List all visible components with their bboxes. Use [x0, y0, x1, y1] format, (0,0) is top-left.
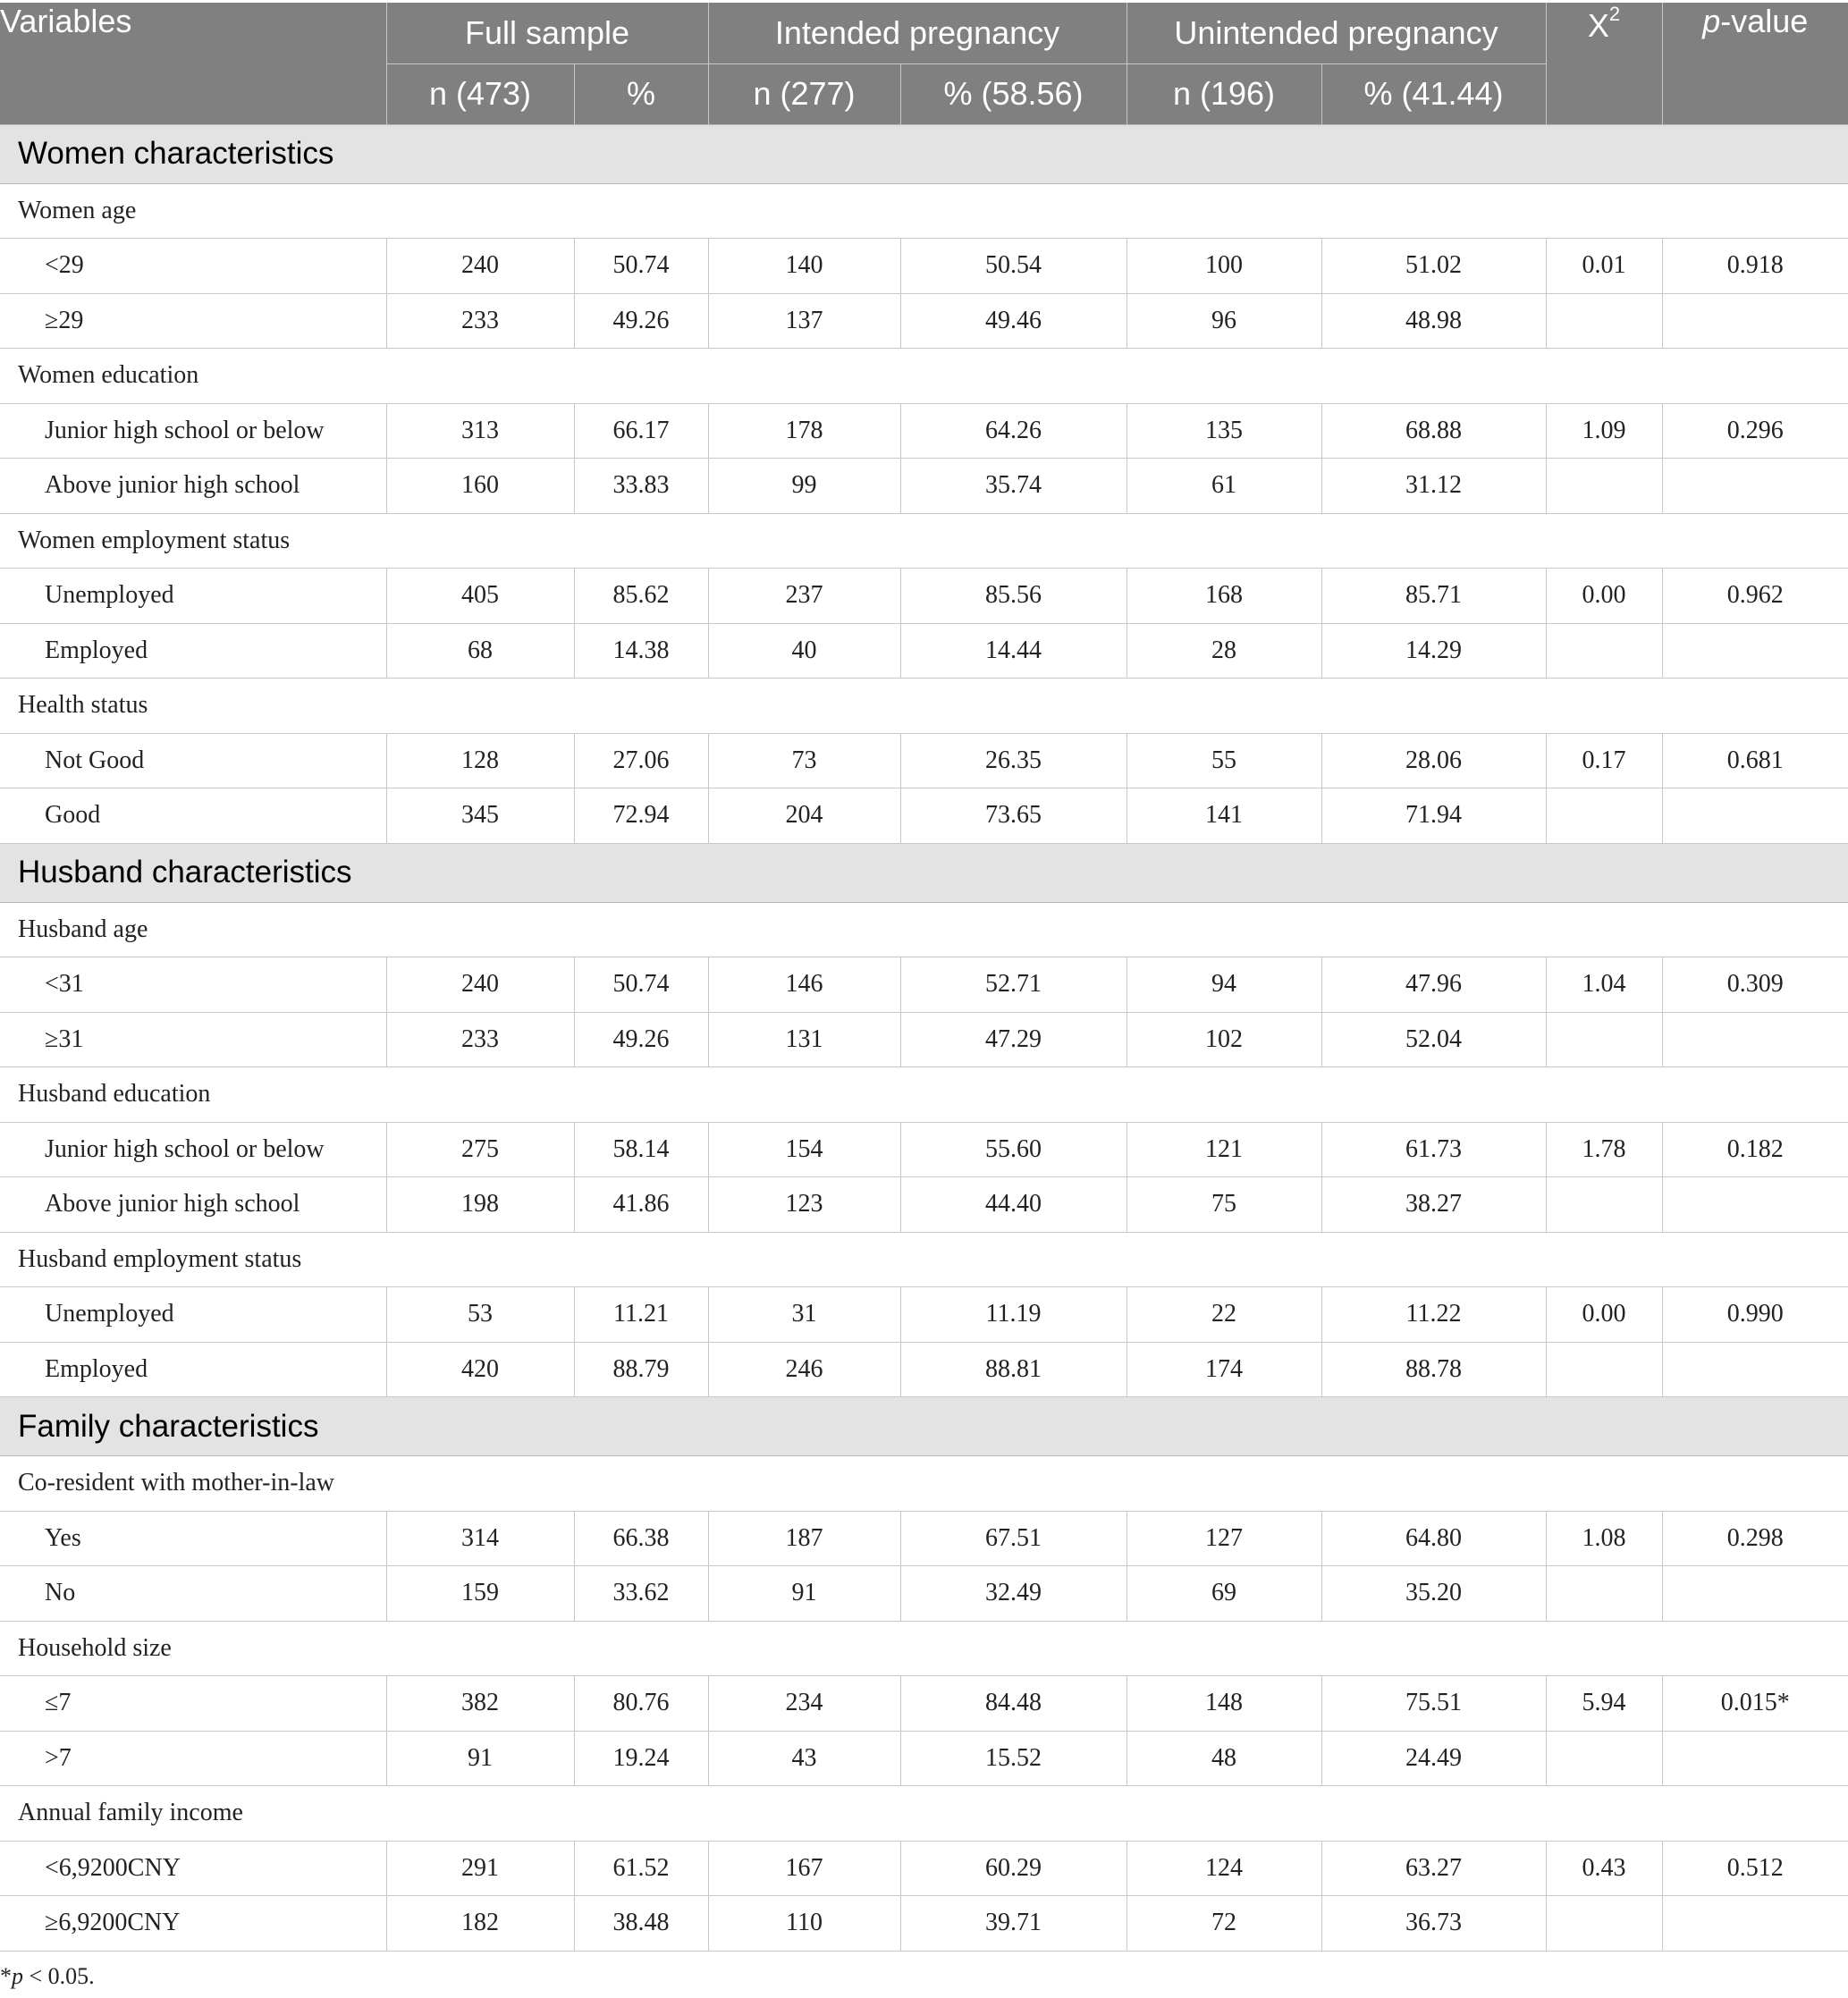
variable-group-row [0, 1067, 1848, 1123]
header-intended-n: n (277) [708, 63, 900, 124]
intended-n-cell: 178 [708, 403, 900, 459]
p-value-cell: 0.182 [1662, 1122, 1848, 1177]
intended-pct-cell: 55.60 [900, 1122, 1127, 1177]
unintended-pct-cell: 38.27 [1321, 1177, 1546, 1233]
full-n-cell: 275 [386, 1122, 574, 1177]
table-row [0, 1896, 1848, 1952]
variable-name: Husband education [0, 1067, 1848, 1123]
unintended-n-cell: 75 [1127, 1177, 1321, 1233]
chi-square-cell: 0.01 [1546, 239, 1662, 294]
header-unintended-pregnancy: Unintended pregnancy [1127, 3, 1546, 63]
intended-pct-cell: 44.40 [900, 1177, 1127, 1233]
unintended-n-cell: 127 [1127, 1511, 1321, 1566]
full-pct-cell: 49.26 [574, 293, 708, 349]
row-label-cell: Junior high school or below [0, 1122, 386, 1177]
table-row [0, 623, 1848, 679]
row-label-cell: <6,9200CNY [0, 1841, 386, 1896]
full-pct-cell: 14.38 [574, 623, 708, 679]
section-header [0, 124, 1848, 183]
full-n-cell: 233 [386, 293, 574, 349]
chi-square-cell: 5.94 [1546, 1676, 1662, 1732]
header-p-value: p-value [1662, 3, 1848, 124]
intended-pct-cell: 14.44 [900, 623, 1127, 679]
full-pct-cell: 88.79 [574, 1342, 708, 1397]
full-n-cell: 240 [386, 239, 574, 294]
full-pct-cell: 33.62 [574, 1566, 708, 1622]
intended-pct-cell: 73.65 [900, 788, 1127, 844]
section-title: Husband characteristics [0, 843, 1848, 902]
header-full-sample: Full sample [386, 3, 708, 63]
chi-square-cell [1546, 1342, 1662, 1397]
full-pct-cell: 19.24 [574, 1731, 708, 1786]
variable-name: Women employment status [0, 513, 1848, 569]
table-row [0, 1566, 1848, 1622]
row-label-cell: ≤7 [0, 1676, 386, 1732]
table-row [0, 1511, 1848, 1566]
variable-group-row [0, 1232, 1848, 1287]
full-pct-cell: 85.62 [574, 569, 708, 624]
chi-square-cell: 0.00 [1546, 569, 1662, 624]
intended-pct-cell: 67.51 [900, 1511, 1127, 1566]
chi-square-cell [1546, 459, 1662, 514]
intended-n-cell: 99 [708, 459, 900, 514]
results-table [0, 3, 1848, 1952]
table-row [0, 459, 1848, 514]
full-pct-cell: 66.38 [574, 1511, 708, 1566]
full-n-cell: 420 [386, 1342, 574, 1397]
variable-group-row [0, 183, 1848, 239]
intended-pct-cell: 26.35 [900, 733, 1127, 788]
row-label-cell: Unemployed [0, 1287, 386, 1343]
unintended-pct-cell: 68.88 [1321, 403, 1546, 459]
p-value-cell: 0.990 [1662, 1287, 1848, 1343]
intended-n-cell: 31 [708, 1287, 900, 1343]
full-pct-cell: 50.74 [574, 957, 708, 1013]
intended-n-cell: 204 [708, 788, 900, 844]
p-value-cell [1662, 459, 1848, 514]
table-row [0, 239, 1848, 294]
table-row [0, 1012, 1848, 1067]
header-intended-pregnancy: Intended pregnancy [708, 3, 1127, 63]
unintended-n-cell: 124 [1127, 1841, 1321, 1896]
row-label-cell: Employed [0, 623, 386, 679]
chi-square-cell [1546, 1731, 1662, 1786]
full-n-cell: 159 [386, 1566, 574, 1622]
table-row [0, 788, 1848, 844]
chi-square-cell: 1.09 [1546, 403, 1662, 459]
unintended-pct-cell: 47.96 [1321, 957, 1546, 1013]
full-pct-cell: 38.48 [574, 1896, 708, 1952]
table-row [0, 1342, 1848, 1397]
variable-group-row [0, 902, 1848, 957]
full-pct-cell: 27.06 [574, 733, 708, 788]
unintended-pct-cell: 11.22 [1321, 1287, 1546, 1343]
chi-square-cell [1546, 1177, 1662, 1233]
variable-name: Health status [0, 679, 1848, 734]
variable-group-row [0, 679, 1848, 734]
table-row [0, 569, 1848, 624]
header-unintended-pct: % (41.44) [1321, 63, 1546, 124]
unintended-n-cell: 148 [1127, 1676, 1321, 1732]
unintended-n-cell: 94 [1127, 957, 1321, 1013]
p-value-cell [1662, 1012, 1848, 1067]
unintended-n-cell: 28 [1127, 623, 1321, 679]
intended-n-cell: 246 [708, 1342, 900, 1397]
header-variables: Variables [0, 3, 386, 124]
unintended-pct-cell: 85.71 [1321, 569, 1546, 624]
section-title: Women characteristics [0, 124, 1848, 183]
variable-name: Husband employment status [0, 1232, 1848, 1287]
row-label-cell: Unemployed [0, 569, 386, 624]
chi-square-cell: 0.43 [1546, 1841, 1662, 1896]
row-label-cell: <31 [0, 957, 386, 1013]
footnote: *p < 0.05. [0, 1963, 95, 1989]
unintended-pct-cell: 35.20 [1321, 1566, 1546, 1622]
intended-pct-cell: 52.71 [900, 957, 1127, 1013]
row-label-cell: Good [0, 788, 386, 844]
table-row [0, 403, 1848, 459]
row-label-cell: <29 [0, 239, 386, 294]
table-row [0, 1731, 1848, 1786]
unintended-pct-cell: 64.80 [1321, 1511, 1546, 1566]
unintended-pct-cell: 52.04 [1321, 1012, 1546, 1067]
header-unintended-n: n (196) [1127, 63, 1321, 124]
chi-square-cell: 0.17 [1546, 733, 1662, 788]
full-n-cell: 128 [386, 733, 574, 788]
full-n-cell: 345 [386, 788, 574, 844]
variable-name: Women age [0, 183, 1848, 239]
unintended-n-cell: 102 [1127, 1012, 1321, 1067]
intended-n-cell: 140 [708, 239, 900, 294]
full-pct-cell: 50.74 [574, 239, 708, 294]
p-value-cell [1662, 788, 1848, 844]
unintended-pct-cell: 31.12 [1321, 459, 1546, 514]
chi-square-cell [1546, 1566, 1662, 1622]
intended-pct-cell: 39.71 [900, 1896, 1127, 1952]
unintended-pct-cell: 24.49 [1321, 1731, 1546, 1786]
table-row [0, 1122, 1848, 1177]
chi-square-cell [1546, 1896, 1662, 1952]
full-n-cell: 233 [386, 1012, 574, 1067]
table-header [0, 3, 1848, 124]
full-pct-cell: 72.94 [574, 788, 708, 844]
full-pct-cell: 58.14 [574, 1122, 708, 1177]
full-pct-cell: 11.21 [574, 1287, 708, 1343]
full-n-cell: 314 [386, 1511, 574, 1566]
intended-pct-cell: 60.29 [900, 1841, 1127, 1896]
unintended-n-cell: 100 [1127, 239, 1321, 294]
full-n-cell: 382 [386, 1676, 574, 1732]
p-value-cell: 0.015* [1662, 1676, 1848, 1732]
full-n-cell: 160 [386, 459, 574, 514]
p-value-cell [1662, 1566, 1848, 1622]
chi-square-cell: 1.78 [1546, 1122, 1662, 1177]
intended-pct-cell: 11.19 [900, 1287, 1127, 1343]
unintended-n-cell: 121 [1127, 1122, 1321, 1177]
table-row [0, 957, 1848, 1013]
full-n-cell: 405 [386, 569, 574, 624]
full-n-cell: 182 [386, 1896, 574, 1952]
unintended-n-cell: 174 [1127, 1342, 1321, 1397]
p-value-cell: 0.962 [1662, 569, 1848, 624]
full-n-cell: 91 [386, 1731, 574, 1786]
full-pct-cell: 49.26 [574, 1012, 708, 1067]
table-body [0, 124, 1848, 1951]
intended-pct-cell: 64.26 [900, 403, 1127, 459]
intended-pct-cell: 84.48 [900, 1676, 1127, 1732]
intended-pct-cell: 49.46 [900, 293, 1127, 349]
chi-square-cell [1546, 623, 1662, 679]
full-n-cell: 53 [386, 1287, 574, 1343]
unintended-pct-cell: 14.29 [1321, 623, 1546, 679]
intended-pct-cell: 47.29 [900, 1012, 1127, 1067]
unintended-pct-cell: 63.27 [1321, 1841, 1546, 1896]
section-title: Family characteristics [0, 1397, 1848, 1456]
intended-n-cell: 146 [708, 957, 900, 1013]
unintended-n-cell: 168 [1127, 569, 1321, 624]
unintended-n-cell: 69 [1127, 1566, 1321, 1622]
row-label-cell: No [0, 1566, 386, 1622]
variable-name: Co-resident with mother-in-law [0, 1456, 1848, 1512]
intended-pct-cell: 35.74 [900, 459, 1127, 514]
table-row [0, 1177, 1848, 1233]
row-label-cell: Yes [0, 1511, 386, 1566]
p-value-cell [1662, 1177, 1848, 1233]
intended-n-cell: 110 [708, 1896, 900, 1952]
full-n-cell: 68 [386, 623, 574, 679]
variable-group-row [0, 1621, 1848, 1676]
intended-n-cell: 167 [708, 1841, 900, 1896]
intended-n-cell: 91 [708, 1566, 900, 1622]
p-value-cell: 0.512 [1662, 1841, 1848, 1896]
intended-n-cell: 234 [708, 1676, 900, 1732]
row-label-cell: Junior high school or below [0, 403, 386, 459]
variable-name: Husband age [0, 902, 1848, 957]
intended-n-cell: 131 [708, 1012, 900, 1067]
p-value-cell: 0.918 [1662, 239, 1848, 294]
full-n-cell: 198 [386, 1177, 574, 1233]
variable-name: Women education [0, 349, 1848, 404]
unintended-pct-cell: 51.02 [1321, 239, 1546, 294]
intended-pct-cell: 88.81 [900, 1342, 1127, 1397]
unintended-pct-cell: 75.51 [1321, 1676, 1546, 1732]
chi-square-cell [1546, 788, 1662, 844]
intended-n-cell: 73 [708, 733, 900, 788]
intended-pct-cell: 32.49 [900, 1566, 1127, 1622]
variable-group-row [0, 349, 1848, 404]
intended-pct-cell: 15.52 [900, 1731, 1127, 1786]
intended-n-cell: 137 [708, 293, 900, 349]
p-value-cell: 0.296 [1662, 403, 1848, 459]
row-label-cell: Above junior high school [0, 1177, 386, 1233]
unintended-n-cell: 96 [1127, 293, 1321, 349]
p-value-cell [1662, 1342, 1848, 1397]
chi-square-cell: 1.08 [1546, 1511, 1662, 1566]
header-full-n: n (473) [386, 63, 574, 124]
variable-group-row [0, 1786, 1848, 1842]
unintended-n-cell: 141 [1127, 788, 1321, 844]
table-row [0, 1287, 1848, 1343]
intended-n-cell: 187 [708, 1511, 900, 1566]
variable-group-row [0, 513, 1848, 569]
full-pct-cell: 33.83 [574, 459, 708, 514]
row-label-cell: Above junior high school [0, 459, 386, 514]
table-row [0, 1841, 1848, 1896]
variable-name: Household size [0, 1621, 1848, 1676]
intended-n-cell: 43 [708, 1731, 900, 1786]
row-label-cell: ≥31 [0, 1012, 386, 1067]
unintended-n-cell: 61 [1127, 459, 1321, 514]
unintended-pct-cell: 88.78 [1321, 1342, 1546, 1397]
header-chi-square: $X^2$ [1546, 3, 1662, 124]
table-row [0, 1676, 1848, 1732]
p-value-cell [1662, 1731, 1848, 1786]
variable-name: Annual family income [0, 1786, 1848, 1842]
p-value-cell [1662, 623, 1848, 679]
p-value-cell: 0.681 [1662, 733, 1848, 788]
unintended-n-cell: 55 [1127, 733, 1321, 788]
section-header [0, 1397, 1848, 1456]
full-n-cell: 291 [386, 1841, 574, 1896]
header-full-pct: % [574, 63, 708, 124]
chi-square-cell: 1.04 [1546, 957, 1662, 1013]
unintended-n-cell: 72 [1127, 1896, 1321, 1952]
intended-n-cell: 154 [708, 1122, 900, 1177]
chi-square-superscript: 2 [1608, 3, 1621, 25]
full-pct-cell: 61.52 [574, 1841, 708, 1896]
chi-square-cell: 0.00 [1546, 1287, 1662, 1343]
p-value-cell: 0.309 [1662, 957, 1848, 1013]
intended-n-cell: 40 [708, 623, 900, 679]
unintended-pct-cell: 28.06 [1321, 733, 1546, 788]
full-n-cell: 240 [386, 957, 574, 1013]
chi-square-cell [1546, 1012, 1662, 1067]
row-label-cell: ≥29 [0, 293, 386, 349]
table-row [0, 733, 1848, 788]
intended-pct-cell: 50.54 [900, 239, 1127, 294]
chi-square-cell [1546, 293, 1662, 349]
intended-n-cell: 237 [708, 569, 900, 624]
p-value-cell [1662, 1896, 1848, 1952]
intended-pct-cell: 85.56 [900, 569, 1127, 624]
unintended-pct-cell: 61.73 [1321, 1122, 1546, 1177]
intended-n-cell: 123 [708, 1177, 900, 1233]
unintended-pct-cell: 71.94 [1321, 788, 1546, 844]
section-header [0, 843, 1848, 902]
p-value-cell [1662, 293, 1848, 349]
full-pct-cell: 66.17 [574, 403, 708, 459]
p-value-cell: 0.298 [1662, 1511, 1848, 1566]
unintended-n-cell: 48 [1127, 1731, 1321, 1786]
full-pct-cell: 80.76 [574, 1676, 708, 1732]
row-label-cell: Employed [0, 1342, 386, 1397]
row-label-cell: >7 [0, 1731, 386, 1786]
full-pct-cell: 41.86 [574, 1177, 708, 1233]
table-row [0, 293, 1848, 349]
unintended-n-cell: 22 [1127, 1287, 1321, 1343]
header-intended-pct: % (58.56) [900, 63, 1127, 124]
variable-group-row [0, 1456, 1848, 1512]
row-label-cell: Not Good [0, 733, 386, 788]
row-label-cell: ≥6,9200CNY [0, 1896, 386, 1952]
unintended-n-cell: 135 [1127, 403, 1321, 459]
unintended-pct-cell: 48.98 [1321, 293, 1546, 349]
full-n-cell: 313 [386, 403, 574, 459]
unintended-pct-cell: 36.73 [1321, 1896, 1546, 1952]
